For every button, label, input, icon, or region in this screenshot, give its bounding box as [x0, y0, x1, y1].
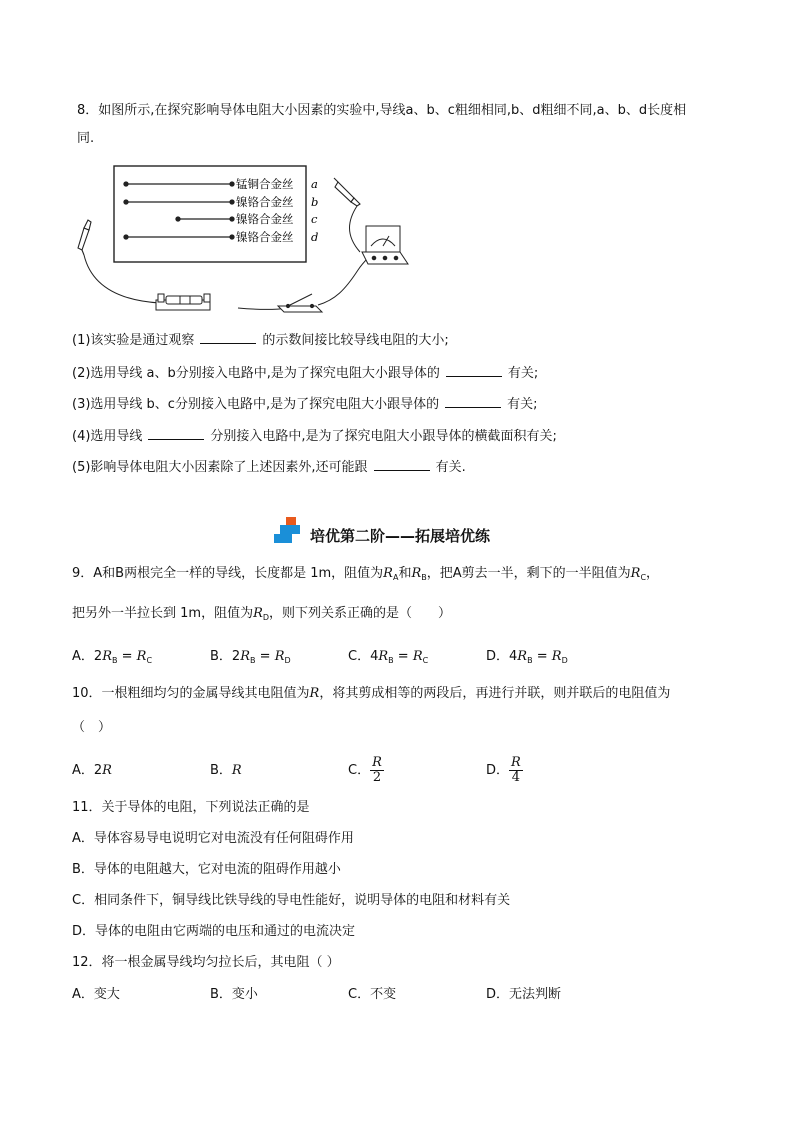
- q11-option-b[interactable]: B．导体的电阻越大，它对电流的阻碍作用越小: [72, 862, 341, 877]
- q8-part1: (1)该实验是通过观察 的示数间接比较导线电阻的大小;: [72, 333, 449, 348]
- q8-part5: (5)影响导体电阻大小因素除了上述因素外,还可能跟 有关.: [72, 460, 466, 475]
- q9-option-c[interactable]: C．$4R_B = R_C$: [348, 649, 429, 665]
- wire-letter-b: b: [311, 195, 319, 209]
- fraction-r-over-4: $\frac{R}{4}$: [511, 755, 521, 785]
- q11-option-c[interactable]: C．相同条件下，铜导线比铁导线的导电性能好，说明导体的电阻和材料有关: [72, 893, 511, 908]
- circuit-diagram: [70, 160, 420, 320]
- q12-option-d[interactable]: D．无法判断: [486, 987, 562, 1002]
- q11-option-d[interactable]: D．导体的电阻由它两端的电压和通过的电流决定: [72, 924, 356, 939]
- q12-option-a[interactable]: A．变大: [72, 987, 120, 1002]
- q8-stem-line1: 8．如图所示,在探究影响导体电阻大小因素的实验中,导线a、b、c粗细相同,b、d粗细不同,a、b、d长度相: [77, 103, 687, 118]
- q9-option-d[interactable]: D．$4R_B = R_D$: [486, 649, 568, 665]
- q8-blank-4[interactable]: [148, 427, 204, 440]
- q8-part2: (2)选用导线 a、b分别接入电路中,是为了探究电阻大小跟导体的 有关;: [72, 366, 539, 381]
- q9-line2: 把另外一半拉长到 1m，阻值为$R_D$，则下列关系正确的是（ ）: [72, 606, 452, 622]
- fraction-r-over-2: $\frac{R}{2}$: [372, 755, 382, 785]
- q10-line2: （ ）: [72, 720, 112, 735]
- wire-label-d: 镍铬合金丝: [236, 230, 294, 244]
- q9-option-b[interactable]: B．$2R_B = R_D$: [210, 649, 291, 665]
- q10-line1: 10．一根粗细均匀的金属导线其电阻值为R，将其剪成相等的两段后，再进行并联，则并联后的电阻值为: [72, 686, 671, 701]
- q9-option-a[interactable]: A．$2R_B = R_C$: [72, 649, 153, 665]
- wire-label-a: 锰铜合金丝: [236, 177, 294, 191]
- left-clip-icon: [78, 220, 91, 255]
- wire-label-c: 镍铬合金丝: [236, 212, 294, 226]
- q10-option-a[interactable]: A．2R: [72, 763, 112, 778]
- q8-blank-5[interactable]: [374, 458, 430, 471]
- q8-stem-line2: 同.: [77, 131, 95, 146]
- q11-stem: 11．关于导体的电阻，下列说法正确的是: [72, 800, 310, 815]
- wire-label-b: 镍铬合金丝: [236, 195, 294, 209]
- switch-icon: [278, 294, 322, 312]
- q11-option-a[interactable]: A．导体容易导电说明它对电流没有任何阻碍作用: [72, 831, 354, 846]
- q12-stem: 12．将一根金属导线均匀拉长后，其电阻（ ）: [72, 955, 340, 970]
- q10-option-b[interactable]: B．R: [210, 763, 242, 778]
- q8-part4: (4)选用导线 分别接入电路中,是为了探究电阻大小跟导体的横截面积有关;: [72, 429, 557, 444]
- q8-blank-1[interactable]: [200, 331, 256, 344]
- q12-option-c[interactable]: C．不变: [348, 987, 397, 1002]
- q12-option-b[interactable]: B．变小: [210, 987, 258, 1002]
- q8-part3: (3)选用导线 b、c分别接入电路中,是为了探究电阻大小跟导体的 有关;: [72, 397, 538, 412]
- q9-line1: 9．A和B两根完全一样的导线，长度都是 1m，阻值为$R_A$和$R_B$，把A剪去一半，剩下的一半阻值为$R_C$，: [72, 566, 660, 582]
- stacked-squares-icon: [274, 517, 306, 543]
- wire-letter-d: d: [311, 230, 319, 244]
- battery-icon: [156, 294, 210, 310]
- right-clip-icon: [334, 178, 360, 206]
- q10-option-c[interactable]: C． $\frac{R}{2}$: [348, 755, 382, 785]
- q10-option-d[interactable]: D． $\frac{R}{4}$: [486, 755, 521, 785]
- wire-letter-c: c: [311, 212, 318, 226]
- cable-clip-meter: [350, 206, 361, 252]
- q8-blank-2[interactable]: [446, 364, 502, 377]
- cable-right: [318, 258, 368, 305]
- section-title: 培优第二阶——拓展培优练: [310, 527, 491, 545]
- q8-blank-3[interactable]: [445, 395, 501, 408]
- ammeter-icon: [362, 226, 408, 264]
- wire-letter-a: a: [311, 177, 318, 191]
